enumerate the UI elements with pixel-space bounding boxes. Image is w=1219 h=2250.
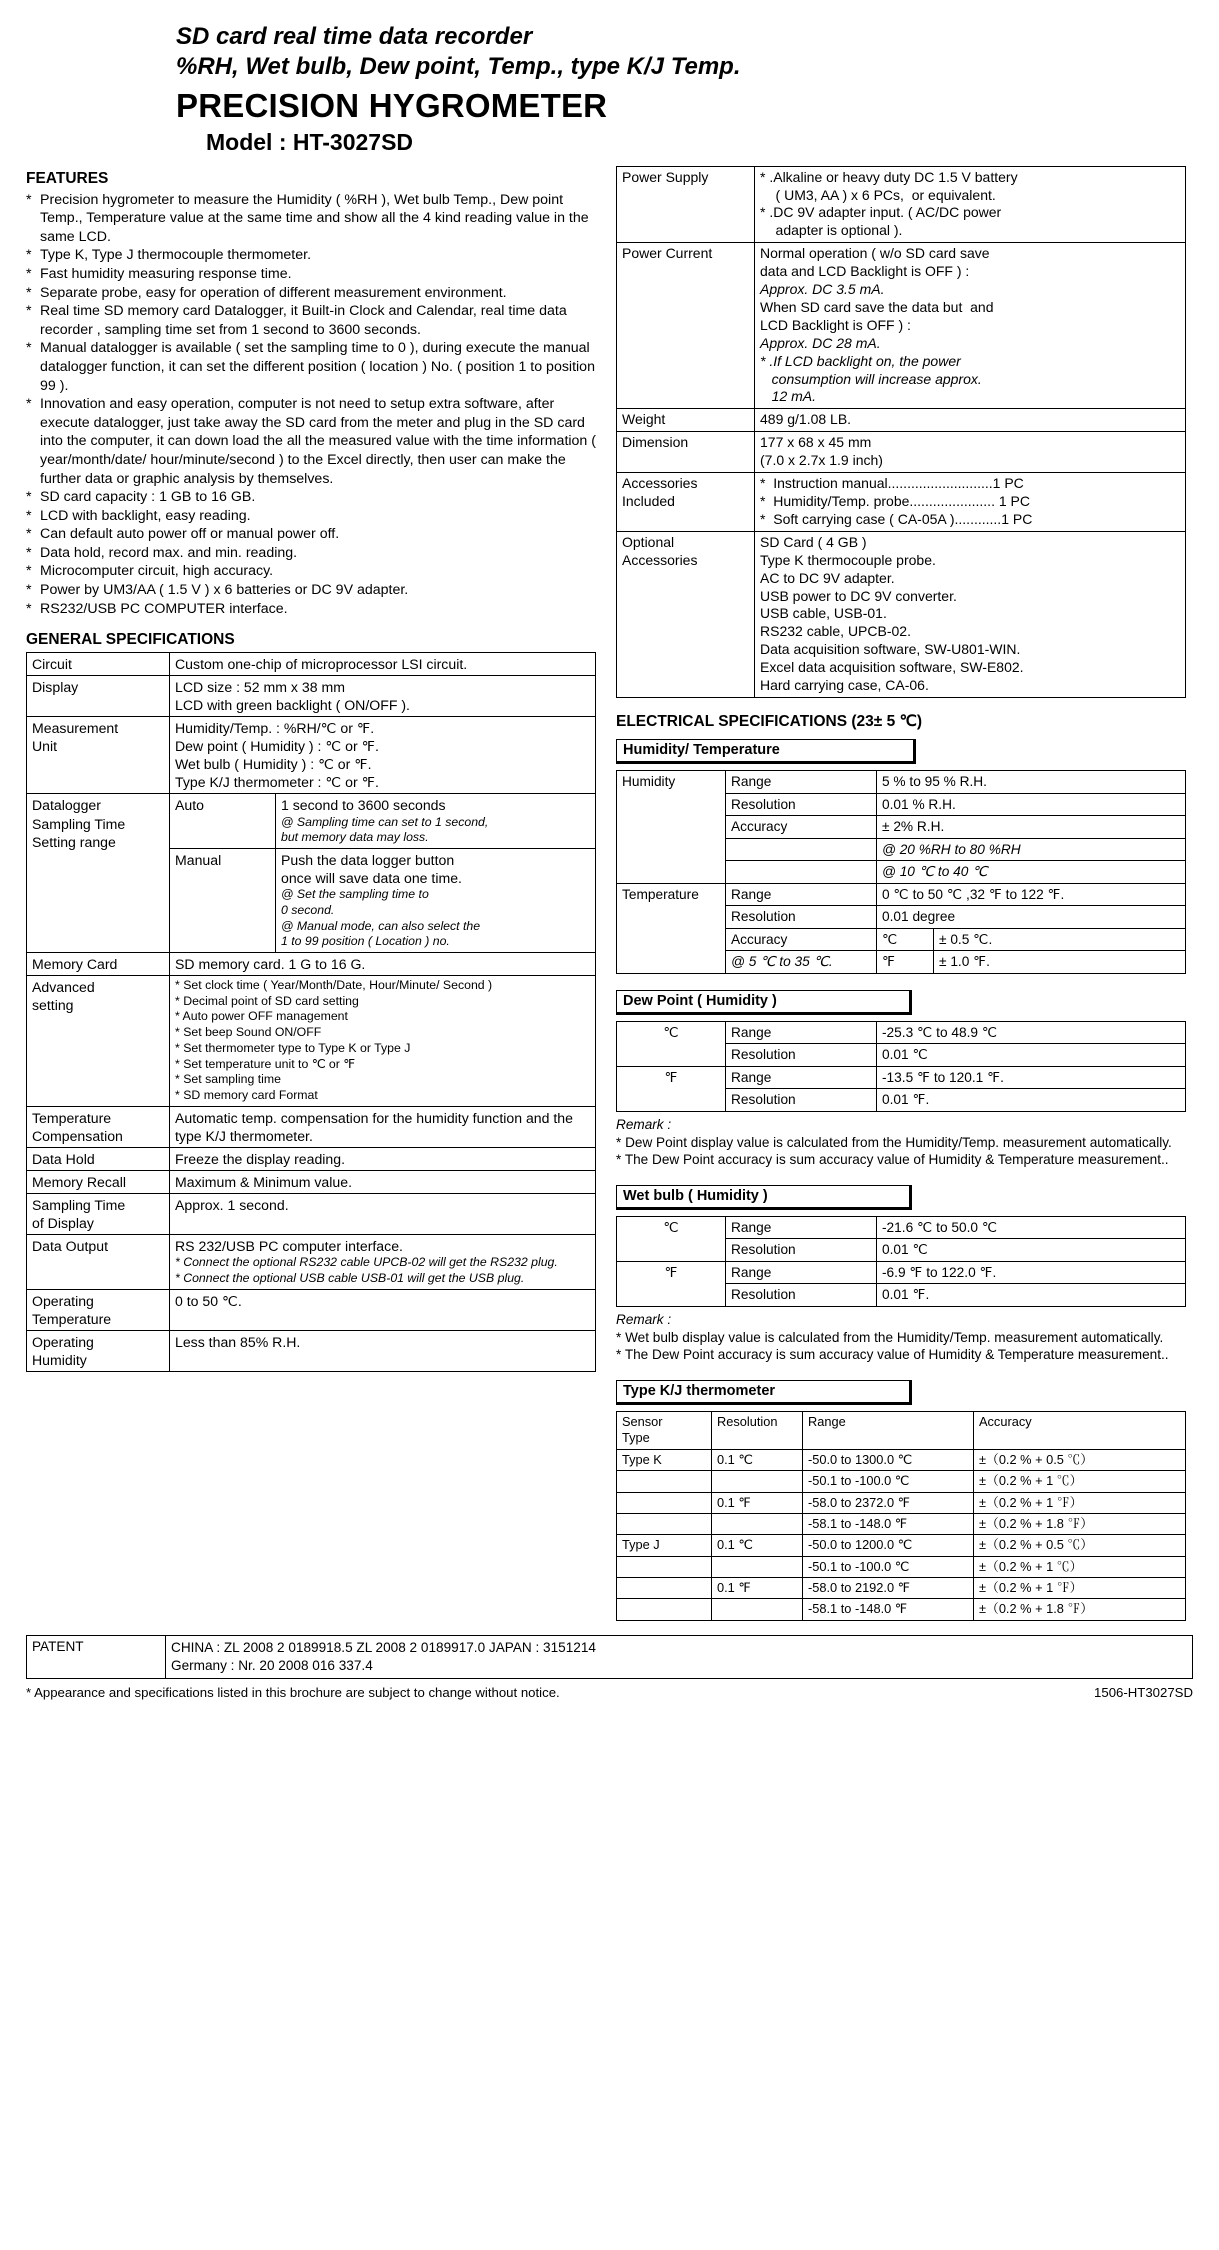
row-value: Maximum & Minimum value. bbox=[170, 1170, 596, 1193]
bullet-asterisk-icon: * bbox=[26, 526, 32, 543]
power-line: consumption will increase approx. bbox=[760, 370, 982, 387]
table-row bbox=[617, 1021, 1186, 1044]
power-line: * .If LCD backlight on, the power bbox=[760, 352, 961, 369]
sensor-type bbox=[617, 1599, 712, 1620]
power-line: Approx. DC 28 mA. bbox=[760, 334, 881, 351]
param-name: Range bbox=[726, 770, 877, 793]
group-label: Temperature bbox=[617, 883, 726, 973]
accuracy: ±（0.2 % + 1.8 ℉） bbox=[974, 1513, 1186, 1534]
feature-item bbox=[26, 284, 596, 303]
row-value: 0 to 50 ℃. bbox=[170, 1289, 596, 1330]
right-column bbox=[616, 166, 1186, 1621]
dew-point-remark bbox=[616, 1116, 1186, 1169]
bullet-asterisk-icon: * bbox=[26, 563, 32, 580]
general-spec-heading: GENERAL SPECIFICATIONS bbox=[26, 631, 235, 649]
row-value bbox=[755, 409, 1186, 432]
output-note: * Connect the optional USB cable USB-01 will get the USB plug. bbox=[175, 1270, 525, 1285]
feature-item bbox=[26, 488, 596, 507]
power-line: ( UM3, AA ) x 6 PCs, or equivalent. bbox=[760, 186, 996, 203]
param-name: Range bbox=[726, 1021, 877, 1044]
unit-label: ℃ bbox=[617, 1021, 726, 1066]
table-row bbox=[617, 1261, 1186, 1284]
row-value: Custom one-chip of microprocessor LSI circuit. bbox=[170, 653, 596, 676]
remark-line: * The Dew Point accuracy is sum accuracy value of Humidity & Temperature measurement.. bbox=[616, 1152, 1169, 1168]
wet-bulb-bar: Wet bulb ( Humidity ) bbox=[616, 1185, 912, 1210]
footer-note: * Appearance and specifications listed in this brochure are subject to change without notice. bbox=[26, 1684, 560, 1700]
auto-value: 1 second to 3600 seconds @ Sampling time can set to 1 second, but memory data may loss. bbox=[276, 794, 596, 849]
bullet-asterisk-icon: * bbox=[26, 544, 32, 561]
row-label: Measurement Unit bbox=[27, 717, 170, 794]
column-header: Resolution bbox=[712, 1412, 803, 1450]
table-row bbox=[27, 676, 596, 717]
unit-label: ℉ bbox=[617, 1261, 726, 1306]
range: -58.0 to 2192.0 ℉ bbox=[803, 1578, 974, 1599]
param-name: Range bbox=[726, 1261, 877, 1284]
accuracy: ±（0.2 % + 1 ℉） bbox=[974, 1492, 1186, 1513]
setting-item: * Set beep Sound ON/OFF bbox=[175, 1025, 322, 1040]
feature-text: Innovation and easy operation, computer is not need to setup extra software, after execute datalogger, just take away the SD card from the meter and plug in the SD card into the computer, it can down load the all the measured value with the time information ( year/month/date/ hour/minute/second ) to the Excel directly, then user can make the further data or graphic analysis by themselves. bbox=[40, 396, 596, 487]
power-line: AC to DC 9V adapter. bbox=[760, 569, 895, 586]
remark-line: * The Dew Point accuracy is sum accuracy value of Humidity & Temperature measurement.. bbox=[616, 1347, 1169, 1363]
row-label: Weight bbox=[617, 409, 755, 432]
manual-label: Manual bbox=[170, 848, 276, 952]
row-value: Humidity/Temp. : %RH/℃ or ℉. Dew point ( Humidity ) : ℃ or ℉. Wet bulb ( Humidity ) : ℃ or ℉. Type K/J thermometer : ℃ or ℉. bbox=[170, 717, 596, 794]
header-subtitle-2: %RH, Wet bulb, Dew point, Temp., type K/J Temp. bbox=[176, 53, 741, 80]
param-name bbox=[726, 838, 877, 861]
footer bbox=[26, 1685, 1193, 1700]
param-value: -25.3 ℃ to 48.9 ℃ bbox=[877, 1021, 1186, 1044]
feature-text: Can default auto power off or manual power off. bbox=[40, 526, 340, 543]
table-row bbox=[617, 770, 1186, 793]
param-value: 0.01 ℃ bbox=[877, 1044, 1186, 1067]
sensor-type bbox=[617, 1513, 712, 1534]
manual-value: Push the data logger button once will save data one time. @ Set the sampling time to 0 second. @ Manual mode, can also select the 1 to 99 position ( Location ) no. bbox=[276, 848, 596, 952]
type-kj-table bbox=[616, 1411, 1186, 1621]
row-label: Dimension bbox=[617, 432, 755, 473]
feature-item bbox=[26, 246, 596, 265]
bullet-asterisk-icon: * bbox=[26, 507, 32, 524]
power-line: Data acquisition software, SW-U801-WIN. bbox=[760, 641, 1021, 658]
column-header: Accuracy bbox=[974, 1412, 1186, 1450]
patent-values bbox=[166, 1636, 1192, 1678]
resolution bbox=[712, 1513, 803, 1534]
bullet-asterisk-icon: * bbox=[26, 600, 32, 617]
table-row bbox=[617, 409, 1186, 432]
row-value bbox=[755, 243, 1186, 409]
features-list bbox=[26, 191, 596, 619]
table-row bbox=[617, 1066, 1186, 1089]
patent-line-1: CHINA : ZL 2008 2 0189918.5 ZL 2008 2 0189917.0 JAPAN : 3151214 bbox=[171, 1639, 596, 1655]
group-label: Humidity bbox=[617, 770, 726, 883]
column-header: Range bbox=[803, 1412, 974, 1450]
document-header bbox=[176, 22, 1193, 156]
row-label: Power Supply bbox=[617, 166, 755, 243]
power-line: LCD Backlight is OFF ) : bbox=[760, 316, 911, 333]
patent-box bbox=[26, 1635, 1193, 1679]
sensor-type bbox=[617, 1556, 712, 1577]
type-kj-bar: Type K/J thermometer bbox=[616, 1380, 912, 1405]
feature-item bbox=[26, 339, 596, 395]
feature-text: Real time SD memory card Datalogger, it Built-in Clock and Calendar, real time data recorder , sampling time set from 1 second to 3600 seconds. bbox=[40, 303, 567, 338]
param-value: -6.9 ℉ to 122.0 ℉. bbox=[877, 1261, 1186, 1284]
setting-item: * SD memory card Format bbox=[175, 1088, 318, 1103]
feature-text: Power by UM3/AA ( 1.5 V ) x 6 batteries or DC 9V adapter. bbox=[40, 582, 409, 599]
row-label: Datalogger Sampling Time Setting range bbox=[27, 794, 170, 953]
table-row bbox=[27, 717, 596, 794]
resolution bbox=[712, 1599, 803, 1620]
row-label: Power Current bbox=[617, 243, 755, 409]
table-row bbox=[617, 883, 1186, 906]
row-label: Display bbox=[27, 676, 170, 717]
table-row bbox=[617, 243, 1186, 409]
feature-text: Type K, Type J thermocouple thermometer. bbox=[40, 247, 312, 264]
row-value: RS 232/USB PC computer interface. * Connect the optional RS232 cable UPCB-02 will get the RS232 plug. * Connect the optional USB cable USB-01 will get the USB plug. bbox=[170, 1235, 596, 1290]
table-row bbox=[617, 473, 1186, 532]
patent-label: PATENT bbox=[27, 1636, 166, 1678]
table-row bbox=[27, 1235, 596, 1290]
feature-item bbox=[26, 507, 596, 526]
param-value: 0.01 ℉. bbox=[877, 1284, 1186, 1307]
feature-text: Microcomputer circuit, high accuracy. bbox=[40, 563, 274, 580]
bullet-asterisk-icon: * bbox=[26, 396, 32, 413]
param-name: Accuracy bbox=[726, 816, 877, 839]
row-label: Data Hold bbox=[27, 1147, 170, 1170]
accuracy: ±（0.2 % + 0.5 ℃） bbox=[974, 1449, 1186, 1470]
power-line: RS232 cable, UPCB-02. bbox=[760, 623, 911, 640]
feature-text: LCD with backlight, easy reading. bbox=[40, 507, 251, 524]
setting-item: * Decimal point of SD card setting bbox=[175, 993, 359, 1008]
param-value: ± 0.5 ℃. bbox=[934, 928, 1186, 951]
row-label: Data Output bbox=[27, 1235, 170, 1290]
table-row bbox=[27, 1289, 596, 1330]
row-value: Approx. 1 second. bbox=[170, 1194, 596, 1235]
electrical-heading: ELECTRICAL SPECIFICATIONS (23± 5 ℃) bbox=[616, 712, 923, 730]
content-columns bbox=[26, 166, 1193, 1621]
table-row bbox=[617, 1535, 1186, 1556]
table-row bbox=[617, 531, 1186, 697]
feature-item bbox=[26, 581, 596, 600]
row-value: Automatic temp. compensation for the humidity function and the type K/J thermometer. bbox=[170, 1106, 596, 1147]
model-number: Model : HT-3027SD bbox=[206, 128, 414, 155]
power-line: data and LCD Backlight is OFF ) : bbox=[760, 263, 970, 280]
dew-point-remark-title: Remark : bbox=[616, 1116, 672, 1132]
param-value: -21.6 ℃ to 50.0 ℃ bbox=[877, 1216, 1186, 1239]
feature-item bbox=[26, 562, 596, 581]
param-value: 0.01 % R.H. bbox=[877, 793, 1186, 816]
humidity-temperature-bar: Humidity/ Temperature bbox=[616, 739, 916, 764]
param-name: Range bbox=[726, 1216, 877, 1239]
power-line: * .DC 9V adapter input. ( AC/DC power bbox=[760, 204, 1002, 221]
feature-item bbox=[26, 600, 596, 619]
range: -58.0 to 2372.0 ℉ bbox=[803, 1492, 974, 1513]
dew-point-table bbox=[616, 1021, 1186, 1112]
bullet-asterisk-icon: * bbox=[26, 247, 32, 264]
auto-label: Auto bbox=[170, 794, 276, 849]
range: -50.0 to 1200.0 ℃ bbox=[803, 1535, 974, 1556]
param-value: @ 10 ℃ to 40 ℃ bbox=[877, 861, 1186, 884]
row-value bbox=[755, 432, 1186, 473]
remark-line: * Wet bulb display value is calculated from the Humidity/Temp. measurement automatically. bbox=[616, 1329, 1164, 1345]
table-row bbox=[617, 1471, 1186, 1492]
sensor-type: Type J bbox=[617, 1535, 712, 1556]
accuracy: ±（0.2 % + 1 ℃） bbox=[974, 1471, 1186, 1492]
table-row bbox=[27, 952, 596, 975]
feature-item bbox=[26, 265, 596, 284]
table-row bbox=[27, 1147, 596, 1170]
row-value: LCD size : 52 mm x 38 mm LCD with green backlight ( ON/OFF ). bbox=[170, 676, 596, 717]
row-label: Temperature Compensation bbox=[27, 1106, 170, 1147]
dew-point-bar: Dew Point ( Humidity ) bbox=[616, 990, 912, 1015]
param-name: Resolution bbox=[726, 1239, 877, 1262]
row-label: Optional Accessories bbox=[617, 531, 755, 697]
output-note: * Connect the optional RS232 cable UPCB-02 will get the RS232 plug. bbox=[175, 1255, 558, 1270]
param-name: Range bbox=[726, 1066, 877, 1089]
param-value: -13.5 ℉ to 120.1 ℉. bbox=[877, 1066, 1186, 1089]
feature-item bbox=[26, 191, 596, 247]
bullet-asterisk-icon: * bbox=[26, 340, 32, 357]
row-label: Memory Recall bbox=[27, 1170, 170, 1193]
resolution: 0.1 ℃ bbox=[712, 1535, 803, 1556]
humidity-temperature-table bbox=[616, 770, 1186, 974]
wet-bulb-remark bbox=[616, 1311, 1186, 1364]
table-row bbox=[617, 1599, 1186, 1620]
table-row bbox=[617, 432, 1186, 473]
power-line: (7.0 x 2.7x 1.9 inch) bbox=[760, 452, 883, 469]
power-line: USB power to DC 9V converter. bbox=[760, 587, 957, 604]
table-row bbox=[27, 1170, 596, 1193]
power-line: * Humidity/Temp. probe...................... 1 PC bbox=[760, 493, 1030, 509]
row-value bbox=[170, 976, 596, 1107]
power-line: Hard carrying case, CA-06. bbox=[760, 677, 929, 694]
table-row bbox=[617, 166, 1186, 243]
unit-label: ℃ bbox=[617, 1216, 726, 1261]
feature-text: RS232/USB PC COMPUTER interface. bbox=[40, 600, 288, 617]
table-row bbox=[27, 1330, 596, 1371]
patent-line-2: Germany : Nr. 20 2008 016 337.4 bbox=[171, 1657, 373, 1673]
row-value bbox=[755, 531, 1186, 697]
param-name: Range bbox=[726, 883, 877, 906]
manual-note: @ Set the sampling time to 0 second. @ Manual mode, can also select the 1 to 99 position ( Location ) no. bbox=[281, 887, 481, 949]
param-name: Resolution bbox=[726, 1044, 877, 1067]
setting-item: * Set thermometer type to Type K or Type J bbox=[175, 1040, 411, 1055]
resolution bbox=[712, 1556, 803, 1577]
header-subtitle-1: SD card real time data recorder bbox=[176, 23, 533, 50]
param-name bbox=[726, 861, 877, 884]
row-value bbox=[755, 473, 1186, 532]
table-row bbox=[27, 1194, 596, 1235]
bullet-asterisk-icon: * bbox=[26, 489, 32, 506]
power-line: * Instruction manual...........................1 PC bbox=[760, 475, 1024, 492]
table-row bbox=[617, 1578, 1186, 1599]
setting-item: * Auto power OFF management bbox=[175, 1009, 348, 1024]
table-row bbox=[617, 1513, 1186, 1534]
feature-item bbox=[26, 525, 596, 544]
sensor-type bbox=[617, 1492, 712, 1513]
row-label: Operating Humidity bbox=[27, 1330, 170, 1371]
param-name: Resolution bbox=[726, 906, 877, 929]
feature-item bbox=[26, 302, 596, 339]
power-line: Type K thermocouple probe. bbox=[760, 551, 936, 568]
feature-text: Separate probe, easy for operation of different measurement environment. bbox=[40, 284, 507, 301]
table-row bbox=[617, 1556, 1186, 1577]
param-value: 0 ℃ to 50 ℃ ,32 ℉ to 122 ℉. bbox=[877, 883, 1186, 906]
power-line: 177 x 68 x 45 mm bbox=[760, 434, 872, 451]
power-line: * Soft carrying case ( CA-05A )............1 PC bbox=[760, 510, 1033, 527]
bullet-asterisk-icon: * bbox=[26, 582, 32, 599]
power-line: 489 g/1.08 LB. bbox=[760, 411, 852, 428]
row-value: SD memory card. 1 G to 16 G. bbox=[170, 952, 596, 975]
setting-item: * Set sampling time bbox=[175, 1072, 281, 1087]
wet-bulb-remark-title: Remark : bbox=[616, 1312, 672, 1328]
left-column bbox=[26, 166, 596, 1372]
setting-item: * Set clock time ( Year/Month/Date, Hour/Minute/ Second ) bbox=[175, 978, 493, 992]
sensor-type: Type K bbox=[617, 1449, 712, 1470]
features-heading: FEATURES bbox=[26, 169, 109, 187]
power-line: * .Alkaline or heavy duty DC 1.5 V battery bbox=[760, 168, 1018, 185]
row-label: Accessories Included bbox=[617, 473, 755, 532]
power-line: Excel data acquisition software, SW-E802. bbox=[760, 659, 1024, 676]
column-header: Sensor Type bbox=[617, 1412, 712, 1450]
table-row bbox=[27, 1106, 596, 1147]
table-row bbox=[617, 1449, 1186, 1470]
range: -50.1 to -100.0 ℃ bbox=[803, 1471, 974, 1492]
power-line: Normal operation ( w/o SD card save bbox=[760, 245, 990, 262]
row-value: Less than 85% R.H. bbox=[170, 1330, 596, 1371]
setting-item: * Set temperature unit to ℃ or ℉ bbox=[175, 1056, 355, 1071]
bullet-asterisk-icon: * bbox=[26, 191, 32, 208]
power-line: Approx. DC 3.5 mA. bbox=[760, 281, 885, 298]
power-line: 12 mA. bbox=[760, 388, 817, 405]
param-value: 0.01 ℃ bbox=[877, 1239, 1186, 1262]
resolution bbox=[712, 1471, 803, 1492]
param-value: 5 % to 95 % R.H. bbox=[877, 770, 1186, 793]
row-value bbox=[755, 166, 1186, 243]
bullet-asterisk-icon: * bbox=[26, 303, 32, 320]
row-label: Advanced setting bbox=[27, 976, 170, 1107]
auto-note: @ Sampling time can set to 1 second, but memory data may loss. bbox=[281, 814, 489, 845]
power-table bbox=[616, 166, 1186, 698]
row-label: Operating Temperature bbox=[27, 1289, 170, 1330]
resolution: 0.1 ℉ bbox=[712, 1492, 803, 1513]
param-value: @ 20 %RH to 80 %RH bbox=[877, 838, 1186, 861]
feature-text: SD card capacity : 1 GB to 16 GB. bbox=[40, 489, 256, 506]
table-row bbox=[617, 1216, 1186, 1239]
general-specifications-table bbox=[26, 652, 596, 1371]
range: -58.1 to -148.0 ℉ bbox=[803, 1513, 974, 1534]
param-unit: ℉ bbox=[877, 951, 934, 974]
feature-text: Manual datalogger is available ( set the sampling time to 0 ), during execute the manual datalogger function, it can set the different position ( location ) No. ( position 1 to position 99 ). bbox=[40, 340, 595, 394]
power-line: USB cable, USB-01. bbox=[760, 605, 887, 622]
bullet-asterisk-icon: * bbox=[26, 265, 32, 282]
accuracy: ±（0.2 % + 1.8 ℉） bbox=[974, 1599, 1186, 1620]
wet-bulb-table bbox=[616, 1216, 1186, 1307]
accuracy: ±（0.2 % + 0.5 ℃） bbox=[974, 1535, 1186, 1556]
power-line: adapter is optional ). bbox=[760, 222, 903, 239]
table-row bbox=[617, 1492, 1186, 1513]
table-row bbox=[27, 976, 596, 1107]
sensor-type bbox=[617, 1471, 712, 1492]
param-value: ± 2% R.H. bbox=[877, 816, 1186, 839]
table-header-row bbox=[617, 1412, 1186, 1450]
table-row bbox=[27, 653, 596, 676]
row-value: Freeze the display reading. bbox=[170, 1147, 596, 1170]
param-name: Accuracy bbox=[726, 928, 877, 951]
power-line: SD Card ( 4 GB ) bbox=[760, 533, 867, 550]
range: -50.0 to 1300.0 ℃ bbox=[803, 1449, 974, 1470]
param-value: ± 1.0 ℉. bbox=[934, 951, 1186, 974]
accuracy: ±（0.2 % + 1 ℉） bbox=[974, 1578, 1186, 1599]
param-name: @ 5 ℃ to 35 ℃. bbox=[726, 951, 877, 974]
row-label: Memory Card bbox=[27, 952, 170, 975]
page-title: PRECISION HYGROMETER bbox=[176, 87, 608, 124]
power-line: When SD card save the data but and bbox=[760, 298, 994, 315]
param-value: 0.01 degree bbox=[877, 906, 1186, 929]
param-name: Resolution bbox=[726, 1284, 877, 1307]
row-label: Sampling Time of Display bbox=[27, 1194, 170, 1235]
param-name: Resolution bbox=[726, 1089, 877, 1112]
feature-item bbox=[26, 544, 596, 563]
resolution: 0.1 ℉ bbox=[712, 1578, 803, 1599]
feature-text: Data hold, record max. and min. reading. bbox=[40, 544, 298, 561]
bullet-asterisk-icon: * bbox=[26, 284, 32, 301]
footer-code: 1506-HT3027SD bbox=[1094, 1684, 1193, 1700]
row-label: Circuit bbox=[27, 653, 170, 676]
range: -58.1 to -148.0 ℉ bbox=[803, 1599, 974, 1620]
feature-item bbox=[26, 395, 596, 488]
accuracy: ±（0.2 % + 1 ℃） bbox=[974, 1556, 1186, 1577]
param-value: 0.01 ℉. bbox=[877, 1089, 1186, 1112]
param-unit: ℃ bbox=[877, 928, 934, 951]
table-row bbox=[27, 794, 596, 849]
param-name: Resolution bbox=[726, 793, 877, 816]
sensor-type bbox=[617, 1578, 712, 1599]
feature-text: Fast humidity measuring response time. bbox=[40, 265, 292, 282]
unit-label: ℉ bbox=[617, 1066, 726, 1111]
resolution: 0.1 ℃ bbox=[712, 1449, 803, 1470]
range: -50.1 to -100.0 ℃ bbox=[803, 1556, 974, 1577]
feature-text: Precision hygrometer to measure the Humidity ( %RH ), Wet bulb Temp., Dew point Temp., Temperature value at the same time and show all the 4 kind reading value in the same LCD. bbox=[40, 191, 589, 245]
remark-line: * Dew Point display value is calculated from the Humidity/Temp. measurement automatically. bbox=[616, 1134, 1172, 1150]
